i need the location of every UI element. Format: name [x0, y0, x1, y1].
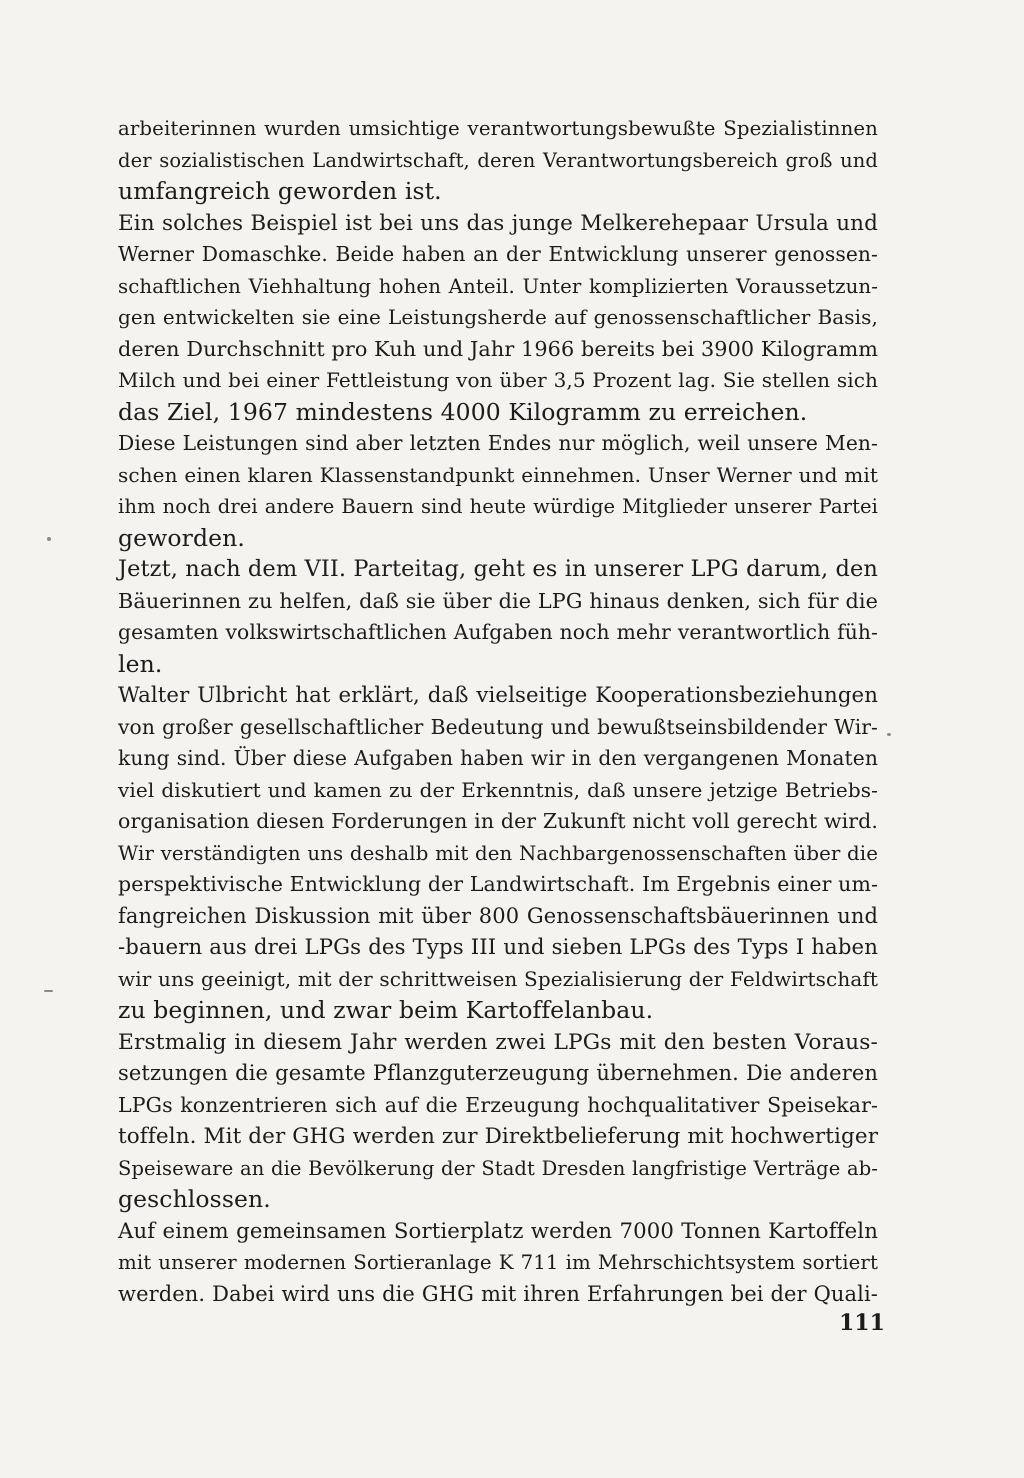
- text-line: schaftlichen Viehhaltung hohen Anteil. Unter komplizierten Voraussetzun-: [118, 274, 878, 298]
- text-line: das Ziel, 1967 mindestens 4000 Kilogramm zu erreichen.: [118, 397, 808, 426]
- text-line: fangreichen Diskussion mit über 800 Genossenschaftsbäuerinnen und: [118, 903, 878, 928]
- scan-speck: [47, 537, 51, 541]
- text-line: Speiseware an die Bevölkerung der Stadt Dresden langfristige Verträge ab-: [118, 1156, 878, 1180]
- text-line: Wir verständigten uns deshalb mit den Nachbargenossenschaften über die: [118, 841, 878, 865]
- body-text: [118, 113, 878, 1310]
- text-line: toffeln. Mit der GHG werden zur Direktbelieferung mit hochwertiger: [118, 1124, 879, 1149]
- text-line: perspektivische Entwicklung der Landwirtschaft. Im Ergebnis einer um-: [118, 872, 879, 896]
- text-line: Walter Ulbricht hat erklärt, daß vielseitige Kooperationsbeziehungen: [118, 683, 878, 708]
- text-line: deren Durchschnitt pro Kuh und Jahr 1966 bereits bei 3900 Kilogramm: [118, 336, 878, 361]
- text-line: -bauern aus drei LPGs des Typs III und sieben LPGs des Typs I haben: [118, 935, 878, 960]
- text-line: len.: [118, 649, 163, 678]
- text-line: viel diskutiert und kamen zu der Erkenntnis, daß unsere jetzige Betriebs-: [118, 777, 878, 802]
- text-line: Erstmalig in diesem Jahr werden zwei LPGs mit den besten Voraus-: [118, 1029, 878, 1055]
- text-line: von großer gesellschaftlicher Bedeutung und bewußtseinsbildender Wir-: [118, 714, 878, 739]
- text-line: umfangreich geworden ist.: [118, 177, 442, 205]
- text-line: organisation diesen Forderungen in der Zukunft nicht voll gerecht wird.: [118, 809, 878, 833]
- text-line: arbeiterinnen wurden umsichtige verantwortungsbewußte Spezialistinnen: [118, 117, 878, 140]
- text-line: Diese Leistungen sind aber letzten Endes nur möglich, weil unsere Men-: [118, 431, 878, 455]
- text-line: Jetzt, nach dem VII. Parteitag, geht es in unserer LPG darum, den: [118, 556, 878, 582]
- text-line: mit unserer modernen Sortieranlage K 711 im Mehrschichtsystem sortiert: [118, 1251, 878, 1274]
- text-line: Milch und bei einer Fettleistung von über 3,5 Prozent lag. Sie stellen sich: [118, 368, 878, 392]
- text-line: Ein solches Beispiel ist bei uns das junge Melkerehepaar Ursula und: [118, 210, 878, 236]
- text-line: ihm noch drei andere Bauern sind heute würdige Mitglieder unserer Partei: [118, 495, 878, 518]
- scan-speck: [44, 990, 53, 992]
- text-line: Bäuerinnen zu helfen, daß sie über die LPG hinaus denken, sich für die: [118, 588, 878, 613]
- text-line: Auf einem gemeinsamen Sortierplatz werden 7000 Tonnen Kartoffeln: [118, 1218, 878, 1244]
- page-number: 111: [839, 1310, 885, 1336]
- scan-speck: [887, 733, 891, 736]
- text-line: gen entwickelten sie eine Leistungsherde auf genossenschaftlicher Basis,: [118, 305, 878, 329]
- text-line: wir uns geeinigt, mit der schrittweisen Spezialisierung der Feldwirtschaft: [118, 966, 878, 991]
- text-line: werden. Dabei wird uns die GHG mit ihren Erfahrungen bei der Quali-: [118, 1281, 878, 1306]
- text-line: schen einen klaren Klassenstandpunkt einnehmen. Unser Werner und mit: [118, 462, 878, 487]
- text-line: gesamten volkswirtschaftlichen Aufgaben noch mehr verantwortlich füh-: [118, 620, 878, 644]
- text-line: der sozialistischen Landwirtschaft, deren Verantwortungsbereich groß und: [118, 148, 878, 172]
- text-line: geschlossen.: [118, 1185, 271, 1213]
- text-line: LPGs konzentrieren sich auf die Erzeugung hochqualitativer Speisekar-: [118, 1092, 878, 1117]
- text-line: setzungen die gesamte Pflanzguterzeugung übernehmen. Die anderen: [118, 1061, 878, 1085]
- text-line: kung sind. Über diese Aufgaben haben wir in den vergangenen Monaten: [118, 746, 878, 770]
- text-line: zu beginnen, und zwar beim Kartoffelanbau.: [118, 996, 654, 1024]
- text-line: geworden.: [118, 523, 245, 552]
- text-line: Werner Domaschke. Beide haben an der Entwicklung unserer genossen-: [118, 242, 878, 266]
